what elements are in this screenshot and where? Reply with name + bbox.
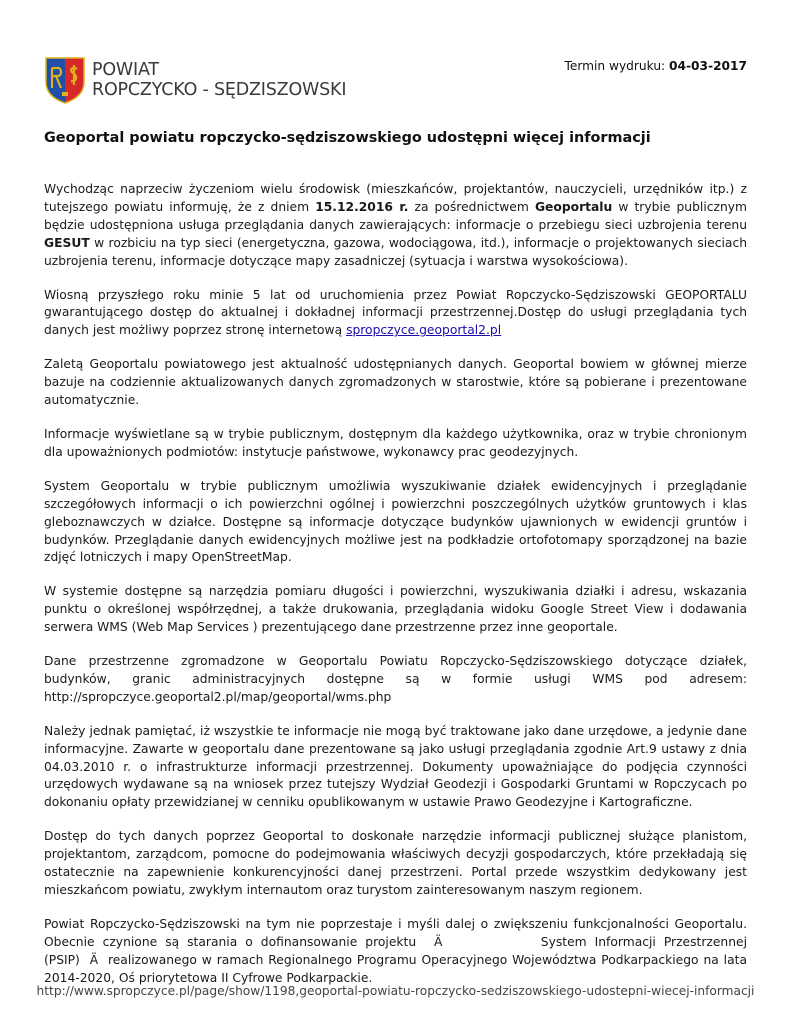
- p1-gesut: GESUT: [44, 235, 90, 250]
- coat-of-arms-icon: [44, 56, 86, 104]
- p1-text-d: w rozbiciu na typ sieci (energetyczna, gazowa, wodociągowa, itd.), informacje o projektowanych sieciach uzbrojenia terenu, informacje dotyczące mapy zasadniczej (sytuacja i warstwa wysokościowa).: [44, 235, 747, 268]
- p2-text: Wiosną przyszłego roku minie 5 lat od uruchomienia przez Powiat Ropczycko-Sędziszowski GEOPORTALU gwarantującego dostęp do aktualnej i dokładnej informacji przestrzennej.Dostęp do usługi przeglądania tych danych jest możliwy poprzez stronę internetową: [44, 287, 747, 338]
- p1-text-b: za pośrednictwem: [408, 199, 535, 214]
- paragraph-7: Dane przestrzenne zgromadzone w Geoportalu Powiatu Ropczycko-Sędziszowskiego dotyczące działek, budynków, granic administracyjnych dostępne są w formie usługi WMS pod adresem: http://spropczyce.geoportal2.pl/map/geoportal/wms.php: [44, 654, 747, 704]
- paragraph-5: System Geoportalu w trybie publicznym umożliwia wyszukiwanie działek ewidencyjnych i przeglądanie szczegółowych informacji o ich powierzchni ogólnej i powierzchni poszczególnych użytków gruntowych i klas gleboznawczych w działce. Dostępne są informacje dotyczące budynków ujawnionych w ewidencji gruntów i budynków. Przeglądanie danych ewidencyjnych możliwe jest na podkładzie ortofotomapy sporządzonej na bazie zdjęć lotniczych i mapy OpenStreetMap.: [44, 478, 747, 565]
- paragraph-4: Informacje wyświetlane są w trybie publicznym, dostępnym dla każdego użytkownika, oraz w trybie chronionym dla upoważnionych podmiotów: instytucje państwowe, wykonawcy prac geodezyjnych.: [44, 426, 747, 459]
- print-date-label: Termin wydruku:: [564, 59, 666, 73]
- paragraph-1: [44, 181, 747, 271]
- p1-text-c: w trybie publicznym będzie udostępniona usługa przeglądania danych zawierających: informacje o przebiegu sieci uzbrojenia terenu: [44, 199, 748, 232]
- paragraph-6: W systemie dostępne są narzędzia pomiaru długości i powierzchni, wyszukiwania działki i adresu, wskazania punktu o określonej współrzędnej, a także drukowania, przeglądania widoku Google Street View i dodawania serwera WMS (Web Map Services ) prezentującego dane przestrzenne przez inne geoportale.: [44, 584, 747, 635]
- geoportal-link[interactable]: spropczyce.geoportal2.pl: [346, 323, 502, 338]
- print-date: [564, 59, 747, 73]
- footer-url: http://www.spropczyce.pl/page/show/1198,geoportal-powiatu-ropczycko-sedziszowskiego-udostepni-wiecej-informacji: [36, 984, 755, 998]
- paragraph-8: Należy jednak pamiętać, iż wszystkie te informacje nie mogą być traktowane jako dane urzędowe, a jedynie dane informacyjne. Zawarte w geoportalu dane prezentowane są jako usługi przeglądania zgodnie Art.9 ustawy z dnia 04.03.2010 r. o infrastrukturze informacji przestrzennej. Dokumenty upoważniające do podjęcia czynności urzędowych wydawane są na wniosek przez tutejszy Wydział Geodezji i Gospodarki Gruntami w Ropczycach po dokonaniu opłaty przewidzianej w cenniku opublikowanym w ustawie Prawo Geodezyjne i Kartograficzne.: [44, 723, 747, 810]
- article-body: [44, 181, 747, 1004]
- p1-geoportal: Geoportalu: [534, 199, 613, 214]
- paragraph-10: Powiat Ropczycko-Sędziszowski na tym nie poprzestaje i myśli dalej o zwiększeniu funkcjonalności Geoportalu. Obecnie czynione są starania o dofinansowanie projektu ÄSystem Informacji Przestrzennej (PSIP)Ärealizowanego w ramach Regionalnego Programu Operacyjnego Województwa Podkarpackiego na lata 2014-2020, Oś priorytetowa II Cyfrowe Podkarpackie.: [44, 916, 747, 985]
- article-title: Geoportal powiatu ropczycko-sędziszowskiego udostępni więcej informacji: [44, 130, 651, 146]
- paragraph-9: Dostęp do tych danych poprzez Geoportal to doskonałe narzędzie informacji publicznej służące planistom, projektantom, zarządcom, pomocne do podejmowania właściwych decyzji gospodarczych, które przekładają się ostatecznie na zapewnienie konkurencyjności danej przestrzeni. Portal przede wszystkim dedykowany jest mieszkańcom powiatu, zwykłym internautom oraz turystom zainteresowanym naszym regionem.: [44, 829, 747, 897]
- brand-line-2: ROPCZYCKO - SĘDZISZOWSKI: [92, 80, 347, 100]
- print-date-value: 04-03-2017: [669, 59, 747, 73]
- powiat-logo: [44, 56, 346, 104]
- brand-line-1: POWIAT: [92, 60, 159, 80]
- p1-text-a: Wychodząc naprzeciw życzeniom wielu środowisk (mieszkańców, projektantów, nauczycieli, urzędników itp.) z tutejszego powiatu informuję, że z dniem: [44, 182, 747, 214]
- p1-date: 15.12.2016 r.: [315, 199, 409, 214]
- paragraph-2: [44, 287, 747, 341]
- brand-name: [92, 60, 346, 100]
- paragraph-3: Zaletą Geoportalu powiatowego jest aktualność udostępnianych danych. Geoportal bowiem w głównej mierze bazuje na codziennie aktualizowanych danych zgromadzonych w starostwie, które są pobierane i prezentowane automatycznie.: [44, 357, 747, 408]
